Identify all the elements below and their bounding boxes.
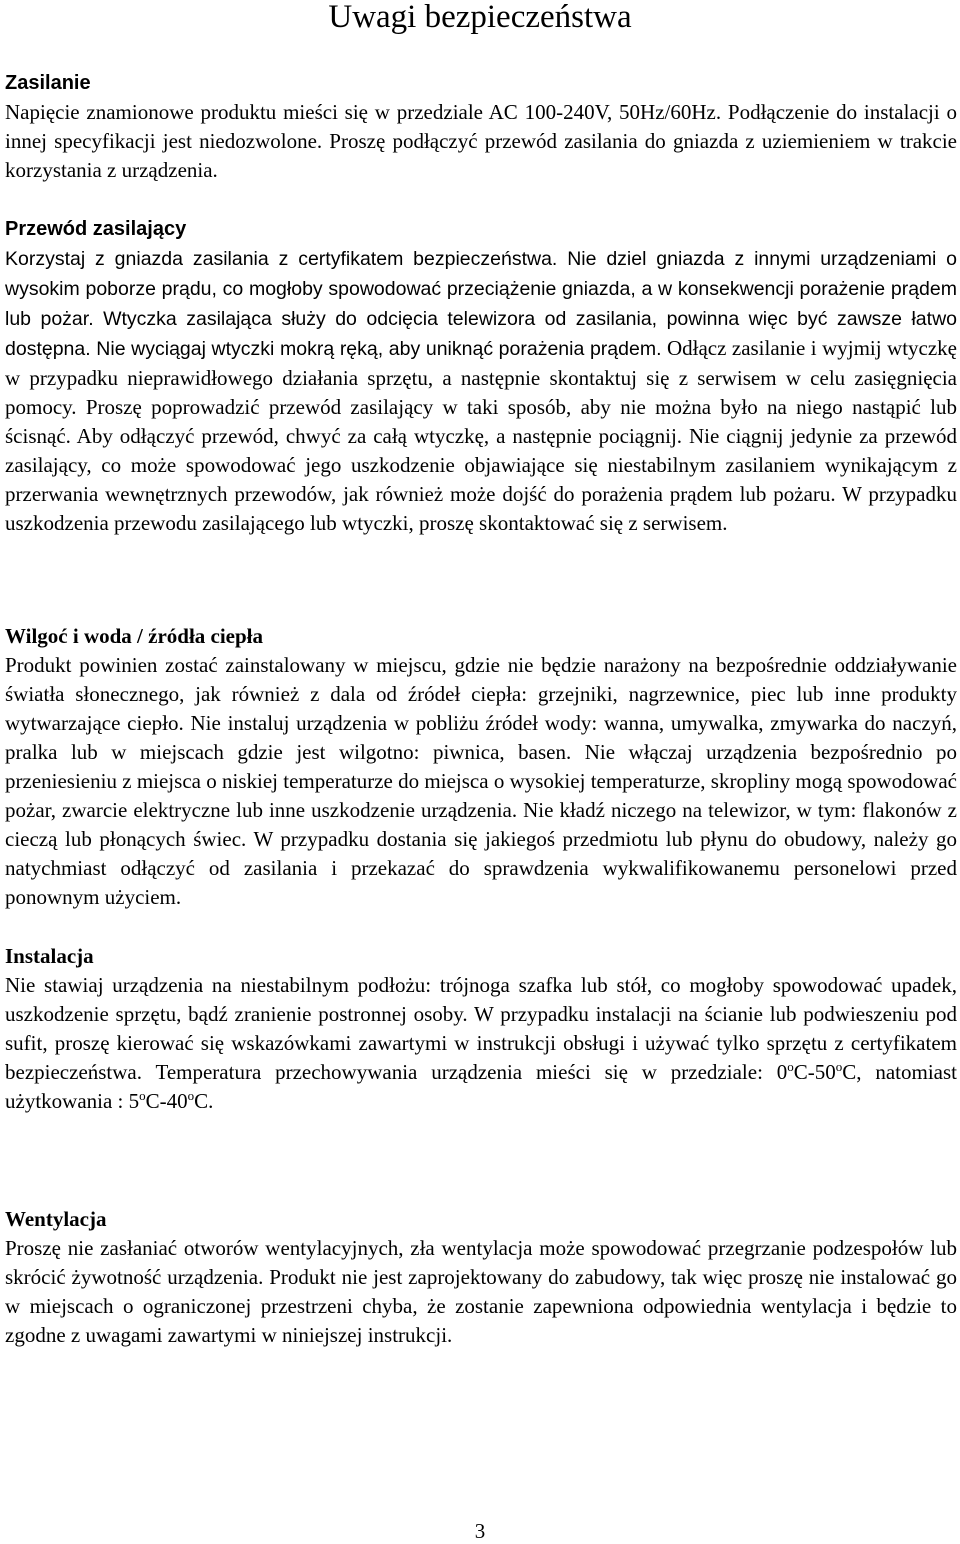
section-text: Proszę nie zasłaniać otworów wentylacyjnych, zła wentylacja może spowodować przegrzanie podzespołów lub skrócić żywotność urządzenia. Produkt nie jest zaprojektowany do zabudowy, tak więc proszę nie instalować go w miejscach o ograniczonej przestrzeni chyba, że zostanie zapewniona odpowiednia wentylacja i będzie to zgodne z uwagami zawartymi w niniejszej instrukcji.	[5, 1236, 957, 1347]
section-wentylacja	[5, 1205, 957, 1350]
degree-superscript: o	[139, 1088, 146, 1103]
section-heading: Wentylacja	[5, 1207, 107, 1231]
section-text-part: Nie stawiaj urządzenia na niestabilnym podłożu: trójnoga szafka lub stół, co mogłoby spowodować upadek, uszkodzenie sprzętu, bądź zranienie postronnej osoby. W przypadku instalacji na ścianie lub podwieszeniu pod sufit, proszę kierować się wskazówkami zawartymi w instrukcji obsługi i używać tylko sprzętu z certyfikatem bezpieczeństwa. Temperatura przechowywania urządzenia mieści się w przedziale: 0	[5, 973, 957, 1084]
section-text-part: C-50	[793, 1060, 836, 1084]
section-heading: Zasilanie	[5, 72, 91, 94]
section-text-part: C.	[194, 1089, 214, 1113]
section-text: Napięcie znamionowe produktu mieści się w przedziale AC 100-240V, 50Hz/60Hz. Podłączenie do instalacji o innej specyfikacji jest niedozwolone. Proszę podłączyć przewód zasilania do gniazda z uziemieniem w trakcie korzystania z urządzenia.	[5, 100, 957, 182]
section-zasilanie	[5, 69, 957, 185]
page-number: 3	[474, 1519, 486, 1543]
degree-superscript: o	[835, 1059, 843, 1074]
page-title: Uwagi bezpieczeństwa	[328, 0, 632, 35]
section-text	[5, 971, 957, 1116]
section-text: Produkt powinien zostać zainstalowany w miejscu, gdzie nie będzie narażony na bezpośrednie oddziaływanie światła słonecznego, jak również z dala od źródeł ciepła: grzejniki, nagrzewnice, piec lub inne produkty wytwarzające ciepło. Nie instaluj urządzenia w pobliżu źródeł wody: wanna, umywalka, zmywarka do naczyń, pralka lub w miejscach gdzie jest wilgotno: piwnica, basen. Nie włączaj urządzenia bezpośrednio po przeniesieniu z miejsca o niskiej temperaturze do miejsca o wysokiej temperaturze, skropliny mogą spowodować pożar, zwarcie elektryczne lub inne uszkodzenie urządzenia. Nie kładź niczego na telewizor, w tym: flakonów z cieczą lub płonących świec. W przypadku dostania się jakiegoś przedmiotu lub płynu do obudowy, należy go natychmiast odłączyć od zasilania i przekazać do sprawdzenia wykwalifikowanemu personelowi przed ponownym użyciem.	[5, 653, 957, 909]
section-heading: Wilgoć i woda / źródła ciepła	[5, 624, 264, 648]
section-przewod-zasilajacy	[5, 215, 957, 538]
section-text-part: C-40	[145, 1089, 188, 1113]
section-text-part: C, natomiast użytkowania : 5	[5, 1060, 957, 1113]
degree-superscript: o	[187, 1088, 195, 1103]
section-heading: Przewód zasilający	[5, 218, 187, 240]
section-text-part: Korzystaj z gniazda zasilania z certyfikatem bezpieczeństwa. Nie dziel gniazda z innymi urządzeniami o wysokim poborze prądu, co mogłoby spowodować przeciążenie gniazda, a w konsekwencji porażenie prądem lub pożar. Wtyczka zasilająca służy do odcięcia telewizora od zasilania, powinna więc być zawsze łatwo dostępna. Nie wyciągaj wtyczki mokrą ręką, aby uniknąć porażenia prądem.	[5, 248, 957, 360]
section-text	[5, 244, 957, 538]
degree-superscript: o	[787, 1059, 794, 1074]
section-instalacja	[5, 942, 957, 1116]
section-heading: Instalacja	[5, 944, 94, 968]
section-wilgoc-i-woda	[5, 622, 957, 912]
section-text-part: Odłącz zasilanie i wyjmij wtyczkę w przypadku nieprawidłowego działania sprzętu, a następnie skontaktuj się z serwisem w celu zasięgnięcia pomocy. Proszę poprowadzić przewód zasilający w taki sposób, aby nie można było na niego nastąpić lub ścisnąć. Aby odłączyć przewód, chwyć za całą wtyczkę, a następnie pociągnij. Nie ciągnij jedynie za przewód zasilający, co może spowodować jego uszkodzenie objawiające się niestabilnym zasilaniem wynikającym z przerwania wewnętrznych przewodów, jak również może dojść do porażenia prądem lub pożaru. W przypadku uszkodzenia przewodu zasilającego lub wtyczki, proszę skontaktować się z serwisem.	[5, 336, 957, 535]
